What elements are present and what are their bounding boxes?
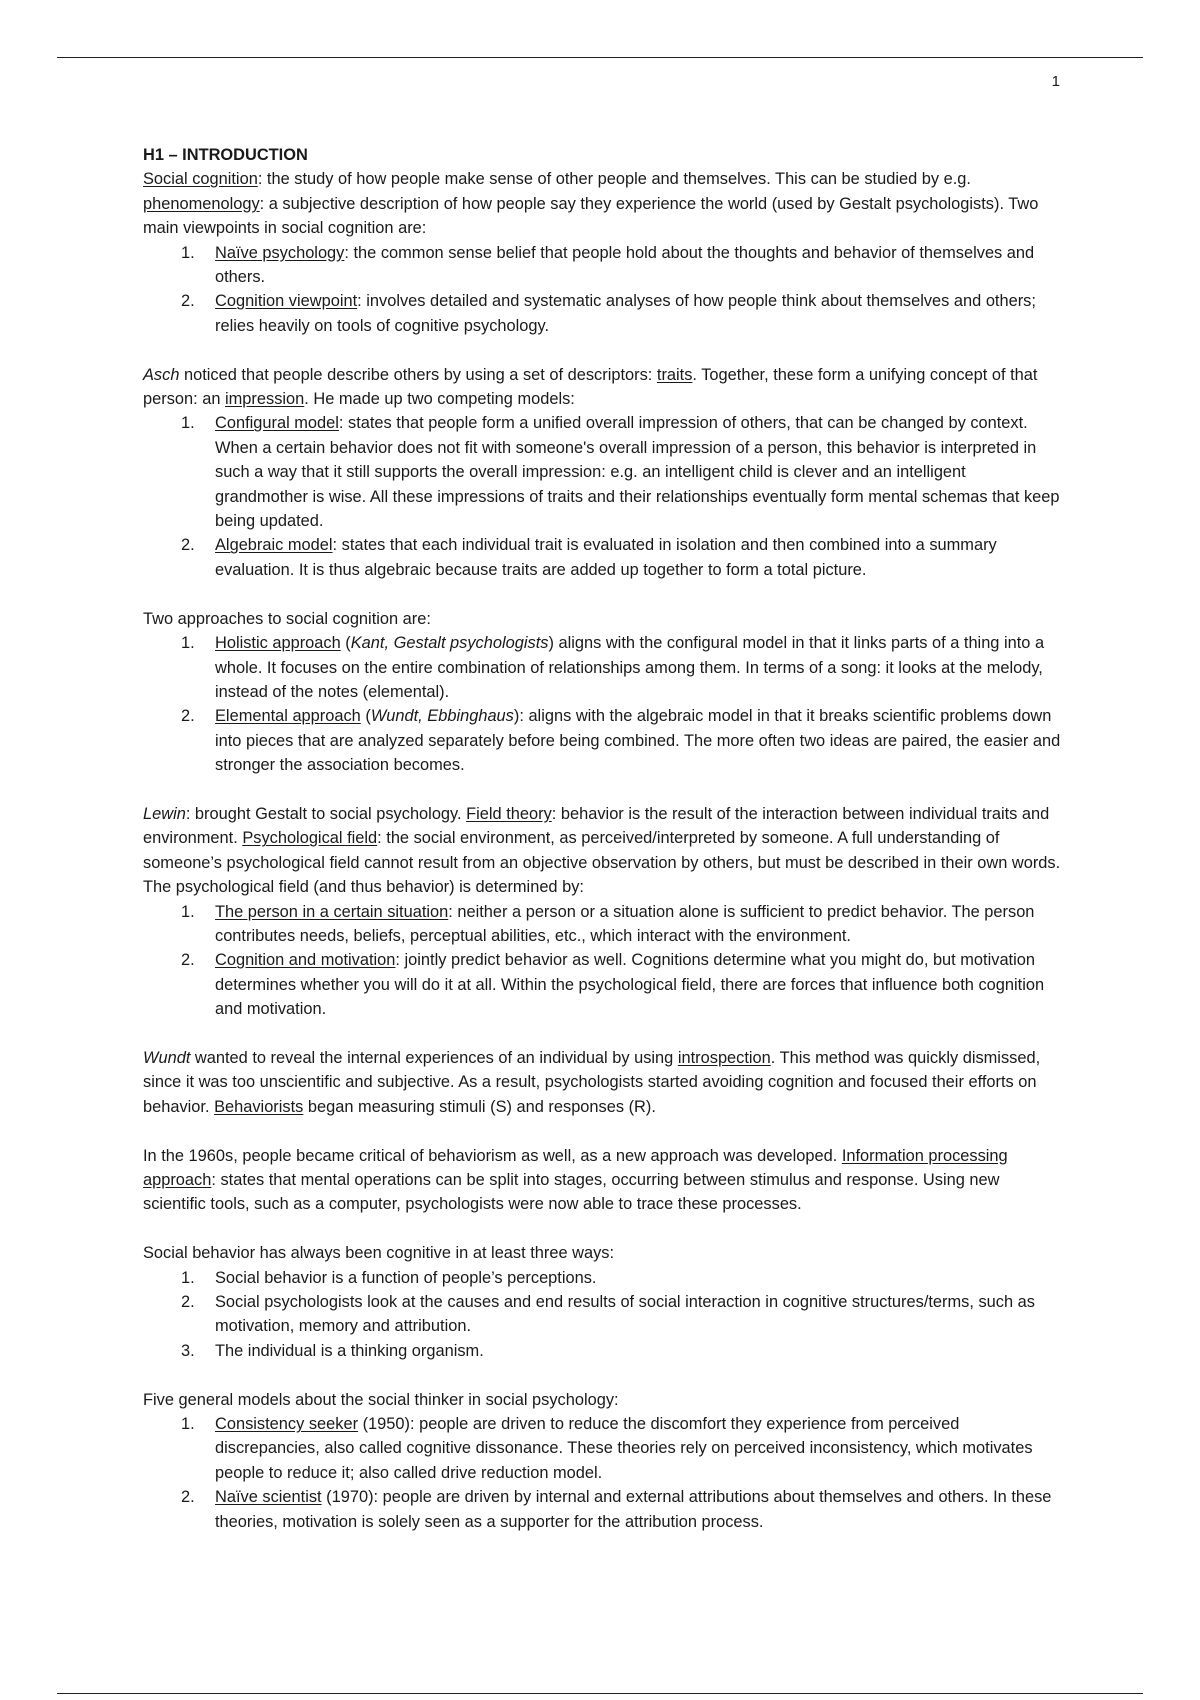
paragraph-text: Asch noticed that people describe others by using a set of descriptors: traits. Together, these form a unifying concept of that person: an impression. He made up two competing models: [143,365,1038,409]
approaches-paragraph [143,607,1063,778]
list-item: 1. Holistic approach (Kant, Gestalt psychologists) aligns with the configural model in that it links parts of a thing into a whole. It focuses on the entire combination of relationships among them. In terms of a song: it looks at the melody, instead of the notes (elemental). [181,634,1045,701]
list-item: 3. The individual is a thinking organism. [181,1341,484,1360]
numbered-list [143,631,1063,777]
paragraph-text: Social cognition: the study of how people make sense of other people and themselves. This can be studied by e.g. phenomenology: a subjective description of how people say they experience the world (used by Gestalt psychologists). Two main viewpoints in social cognition are: [143,170,1039,238]
list-item: 2. Cognition and motivation: jointly predict behavior as well. Cognitions determine what you might do, but motivation determines whether you will do it at all. Within the psychological field, there are forces that influence both cognition and motivation. [181,951,1045,1019]
wundt-paragraph [143,1046,1063,1119]
information-processing-paragraph [143,1144,1063,1217]
numbered-list [143,411,1063,582]
footer-rule [57,1693,1143,1694]
list-item: 1. Consistency seeker (1950): people are driven to reduce the discomfort they experience from perceived discrepancies, also called cognitive dissonance. These theories rely on perceived inconsistency, which motivates people to reduce it; also called drive reduction model. [181,1415,1033,1482]
numbered-list [143,241,1063,339]
document-body [143,143,1063,1558]
paragraph-text: Social behavior has always been cognitive in at least three ways: [143,1244,615,1263]
social-thinker-models-paragraph [143,1388,1063,1534]
section-heading: H1 – INTRODUCTION [143,146,308,164]
numbered-list [143,1266,1063,1364]
paragraph-text: Lewin: brought Gestalt to social psychology. Field theory: behavior is the result of the interaction between individual traits and environment. Psychological field: the social environment, as perceived/interpreted by someone. A full understanding of someone’s psychological field cannot result from an objective observation by others, but must be described in their own words. The psychological field (and thus behavior) is determined by: [143,804,1061,897]
list-item: 1. The person in a certain situation: neither a person or a situation alone is sufficient to predict behavior. The person contributes needs, beliefs, perceptual abilities, etc., which interact with the environment. [181,902,1035,945]
social-cognition-paragraph [143,167,1063,338]
paragraph-text: Two approaches to social cognition are: [143,609,431,628]
term: phenomenology [143,194,260,213]
list-item: 1. Naïve psychology: the common sense belief that people hold about the thoughts and behavior of themselves and others. [181,243,1035,287]
social-behavior-paragraph [143,1241,1063,1363]
list-item: 1. Configural model: states that people form a unified overall impression of others, that can be changed by context. When a certain behavior does not fit with someone's overall impression of a person, this behavior is interpreted in such a way that it still supports the overall impression: e.g. an intelligent child is clever and an intelligent grandmother is wise. All these impressions of traits and their relationships eventually form mental schemas that keep being updated. [181,414,1060,531]
header-rule [57,57,1143,58]
list-item: 1. Social behavior is a function of people’s perceptions. [181,1268,597,1287]
page-number: 1 [1051,73,1060,90]
lewin-paragraph [143,802,1063,1022]
list-item: 2. Cognition viewpoint: involves detailed and systematic analyses of how people think about themselves and others; relies heavily on tools of cognitive psychology. [181,292,1036,335]
numbered-list [143,1412,1063,1534]
paragraph-text: Five general models about the social thinker in social psychology: [143,1390,619,1409]
list-item: 2. Social psychologists look at the causes and end results of social interaction in cognitive structures/terms, such as motivation, memory and attribution. [181,1293,1035,1336]
list-item: 2. Naïve scientist (1970): people are driven by internal and external attributions about themselves and others. In these theories, motivation is solely seen as a supporter for the attribution process. [181,1488,1052,1531]
asch-paragraph [143,363,1063,583]
term: Social cognition [143,170,258,189]
list-item: 2. Elemental approach (Wundt, Ebbinghaus): aligns with the algebraic model in that it breaks scientific problems down into pieces that are analyzed separately before being combined. The more often two ideas are paired, the easier and stronger the association becomes. [181,707,1061,775]
paragraph-text: Wundt wanted to reveal the internal experiences of an individual by using introspection. This method was quickly dismissed, since it was too unscientific and subjective. As a result, psychologists started avoiding cognition and focused their efforts on behavior. Behaviorists began measuring stimuli (S) and responses (R). [143,1048,1041,1116]
paragraph-text: In the 1960s, people became critical of behaviorism as well, as a new approach was developed. Information processing approach: states that mental operations can be split into stages, occurring between stimulus and response. Using new scientific tools, such as a computer, psychologists were now able to trace these processes. [143,1146,1008,1214]
list-item: 2. Algebraic model: states that each individual trait is evaluated in isolation and then combined into a summary evaluation. It is thus algebraic because traits are added up together to form a total picture. [181,536,997,579]
numbered-list [143,900,1063,1022]
